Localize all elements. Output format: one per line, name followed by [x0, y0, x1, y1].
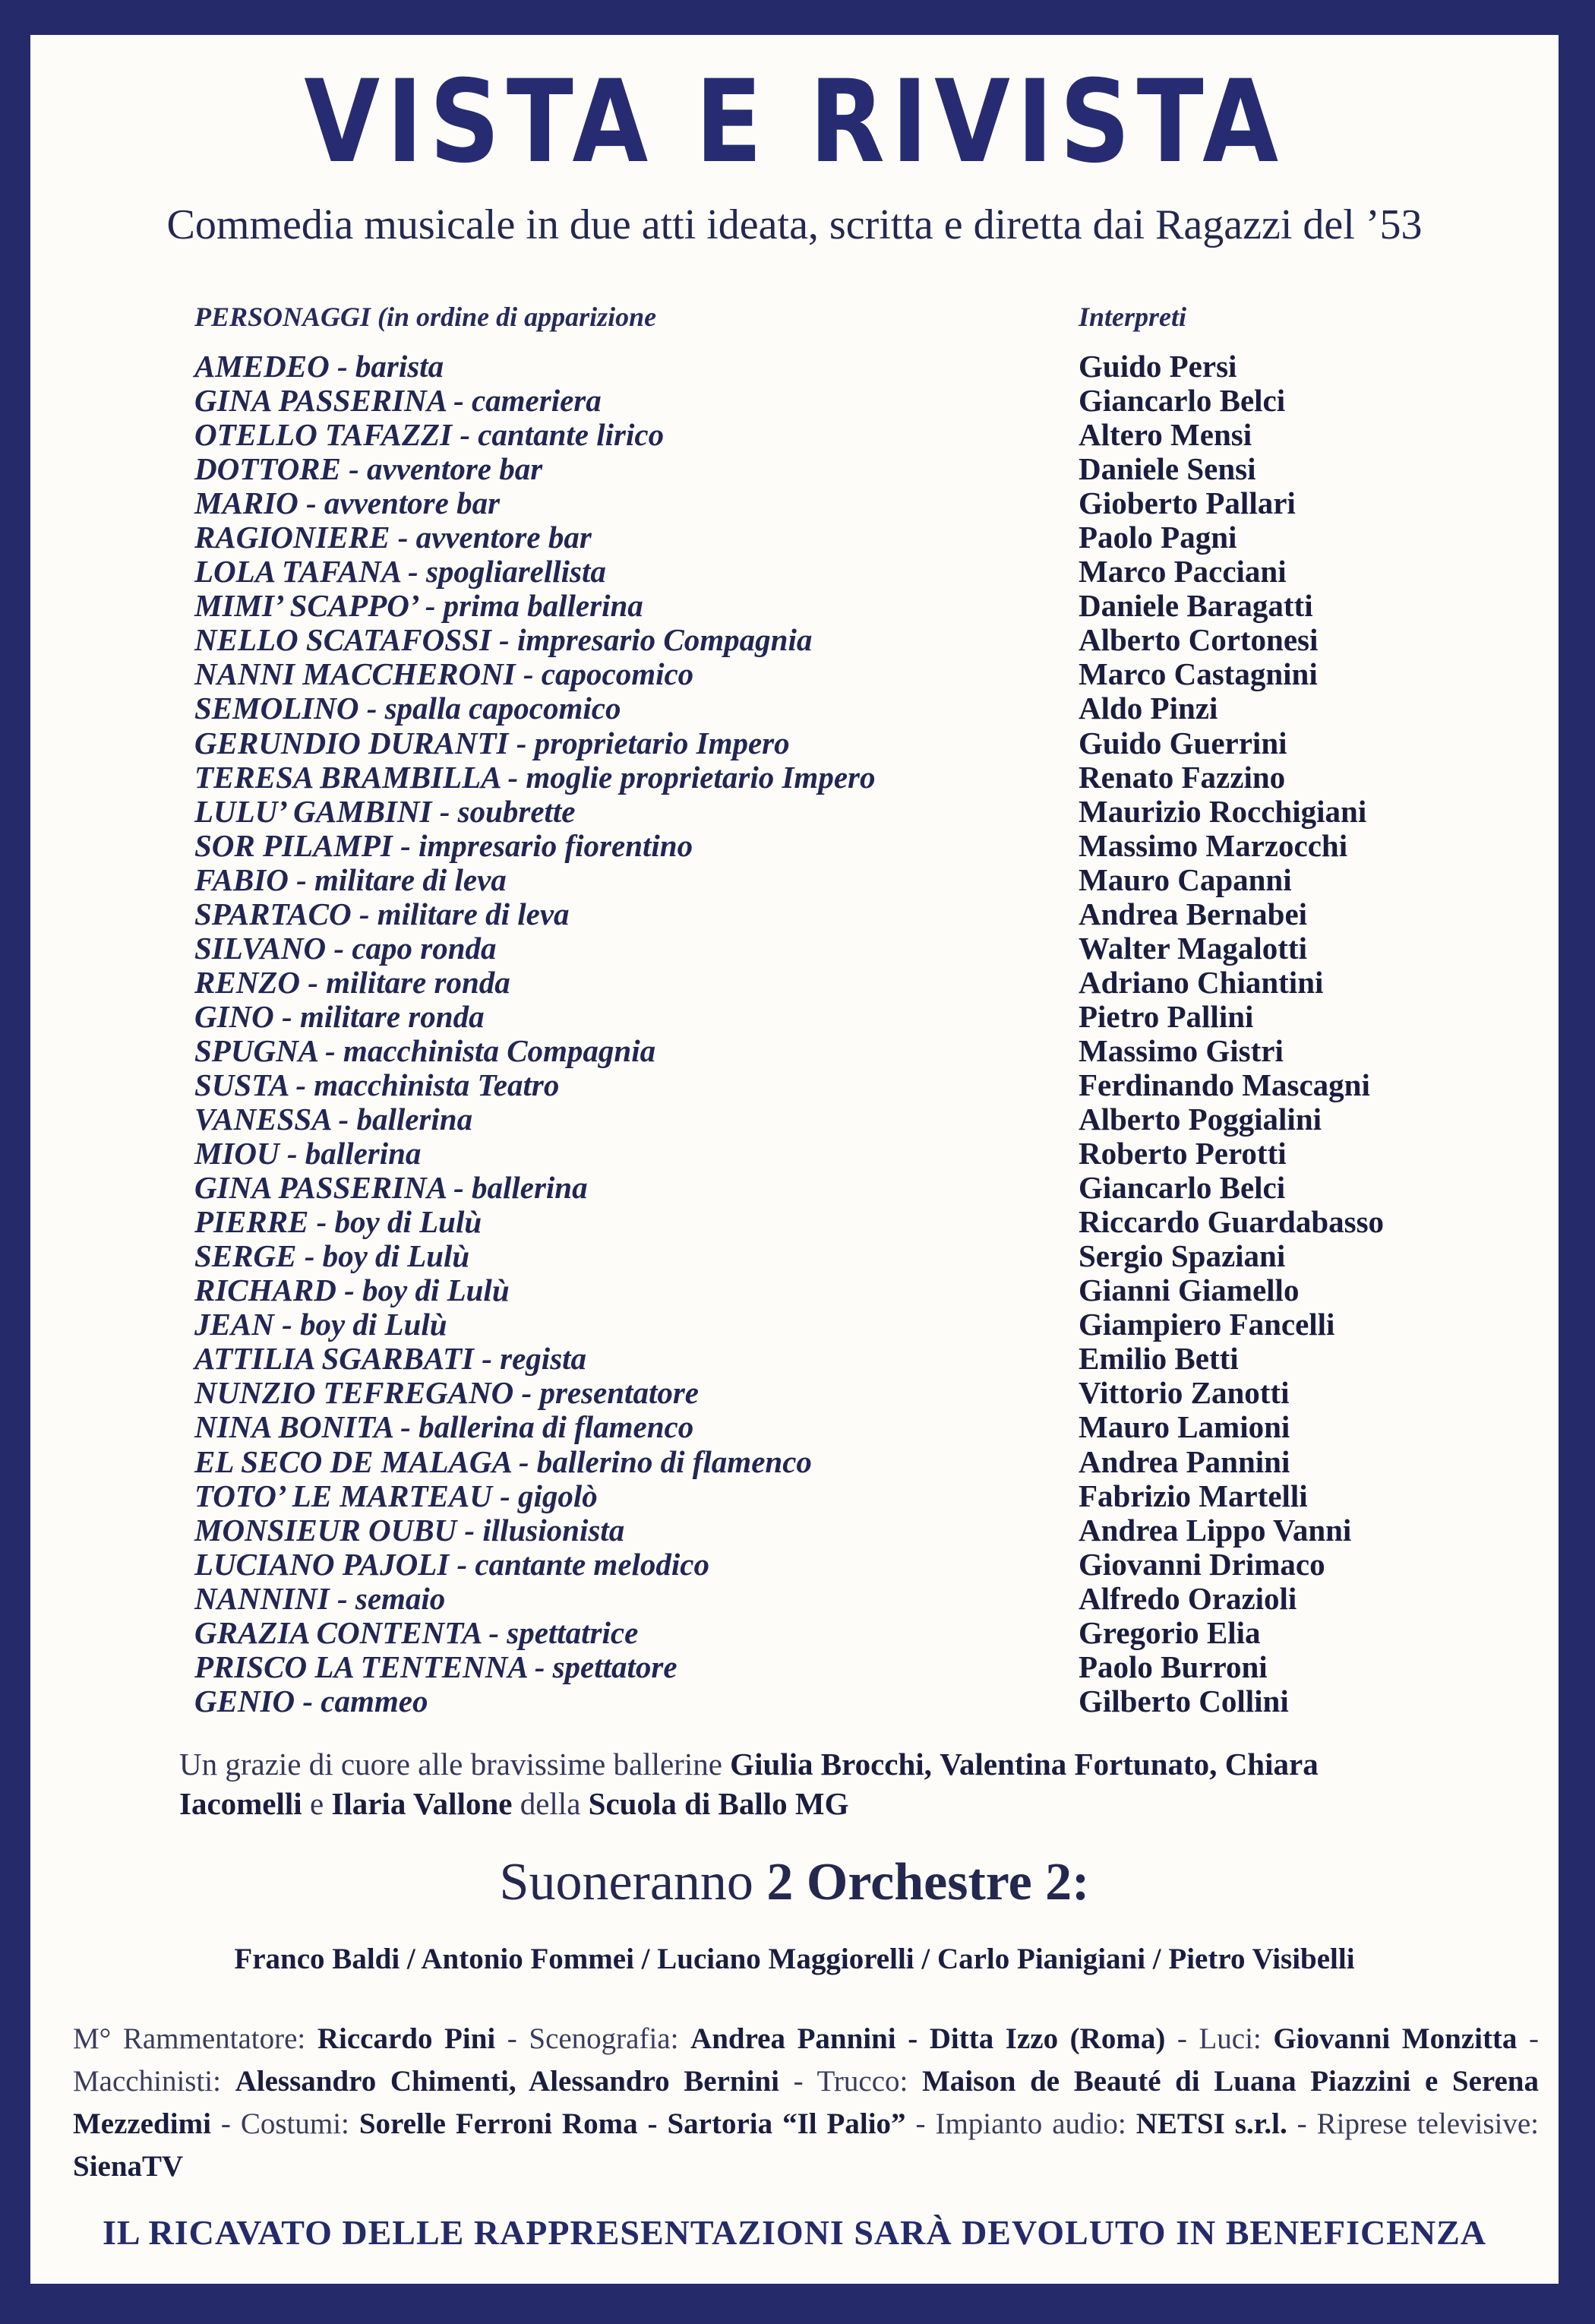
- cast-row: [30, 1410, 1559, 1444]
- character-role: DOTTORE - avventore bar: [194, 451, 543, 487]
- character-description: cammeo: [321, 1683, 428, 1718]
- character-role: MONSIEUR OUBU - illusionista: [194, 1512, 625, 1548]
- cast-row: [30, 1582, 1559, 1616]
- performer-name: Maurizio Rocchigiani: [1079, 793, 1367, 829]
- character-name: NINA BONITA: [194, 1409, 393, 1445]
- dancer-name: Ilaria Vallone: [331, 1786, 513, 1821]
- character-description: gigolò: [517, 1478, 598, 1513]
- orchestra-members: Franco Baldi / Antonio Fommei / Luciano Maggiorelli / Carlo Pianigiani / Pietro Visibelli: [234, 1943, 1355, 1975]
- credit-label: Luci:: [1199, 2022, 1262, 2055]
- character-name: AMEDEO: [194, 349, 330, 384]
- character-name: GRAZIA CONTENTA: [194, 1614, 482, 1650]
- cast-row: [30, 760, 1559, 795]
- orchestra-title-bold: 2 Orchestre 2:: [766, 1853, 1090, 1911]
- cast-row: [30, 1307, 1559, 1342]
- character-role: GENIO - cammeo: [194, 1683, 428, 1718]
- performer-name: Adriano Chiantini: [1079, 964, 1324, 1000]
- character-description: presentatore: [539, 1375, 699, 1411]
- performer-name: Andrea Pannini: [1079, 1443, 1290, 1479]
- performer-name: Alberto Cortonesi: [1079, 622, 1319, 658]
- cast-row: [30, 1137, 1559, 1171]
- performer-name: Gioberto Pallari: [1079, 485, 1296, 521]
- character-role: RAGIONIERE - avventore bar: [194, 520, 592, 555]
- character-description: avventore bar: [324, 485, 501, 521]
- character-role: SERGE - boy di Lulù: [194, 1238, 470, 1274]
- cast-row: [30, 1205, 1559, 1239]
- character-name: GENIO: [194, 1683, 295, 1718]
- cast-row: [30, 829, 1559, 863]
- performer-name: Gregorio Elia: [1079, 1614, 1261, 1650]
- dancer-name: Valentina Fortunato,: [940, 1747, 1218, 1782]
- character-role: PIERRE - boy di Lulù: [194, 1204, 482, 1240]
- performer-name: Giancarlo Belci: [1079, 1170, 1286, 1206]
- character-role: LOLA TAFANA - spogliarellista: [194, 554, 606, 590]
- orchestra-title-prefix: Suoneranno: [499, 1853, 753, 1911]
- character-role: NANNINI - semaio: [194, 1580, 446, 1616]
- performer-name: Sergio Spaziani: [1079, 1238, 1286, 1274]
- character-name: NANNI MACCHERONI: [194, 656, 516, 692]
- character-name: TOTO’ LE MARTEAU: [194, 1478, 492, 1513]
- performer-name: Daniele Baragatti: [1079, 588, 1313, 624]
- character-name: SEMOLINO: [194, 691, 359, 726]
- character-name: OTELLO TAFAZZI: [194, 417, 453, 453]
- characters-heading: PERSONAGGI (in ordine di apparizione: [194, 302, 657, 332]
- character-description: avventore bar: [415, 520, 592, 555]
- character-name: GERUNDIO DURANTI: [194, 725, 509, 760]
- character-description: capo ronda: [352, 930, 497, 966]
- performer-name: Giampiero Fancelli: [1079, 1307, 1335, 1342]
- character-name: SOR PILAMPI: [194, 827, 393, 863]
- character-description: semaio: [355, 1580, 446, 1616]
- cast-row: [30, 1000, 1559, 1034]
- performer-name: Alfredo Orazioli: [1079, 1580, 1297, 1616]
- credit-label: Scenografia:: [529, 2022, 679, 2055]
- character-description: spalla capocomico: [384, 691, 621, 726]
- cast-row: [30, 349, 1559, 384]
- cast-row: [30, 863, 1559, 897]
- performer-name: Paolo Pagni: [1079, 520, 1237, 555]
- cast-row: [30, 1034, 1559, 1068]
- character-description: boy di Lulù: [362, 1273, 510, 1308]
- character-description: soubrette: [457, 793, 576, 829]
- character-name: SUSTA: [194, 1067, 289, 1102]
- character-name: VANESSA: [194, 1102, 331, 1137]
- character-description: impresario Compagnia: [516, 622, 813, 658]
- character-name: LUCIANO PAJOLI: [194, 1546, 450, 1582]
- character-role: SPUGNA - macchinista Compagnia: [194, 1032, 656, 1068]
- character-name: NELLO SCATAFOSSI: [194, 622, 491, 658]
- character-name: FABIO: [194, 862, 289, 897]
- cast-row: [30, 418, 1559, 452]
- character-role: NELLO SCATAFOSSI - impresario Compagnia: [194, 622, 813, 658]
- character-description: ballerino di flamenco: [536, 1443, 812, 1479]
- cast-row: [30, 726, 1559, 760]
- character-role: JEAN - boy di Lulù: [194, 1307, 447, 1342]
- performer-name: Paolo Burroni: [1079, 1649, 1268, 1684]
- thanks-conjunction: e: [309, 1786, 324, 1821]
- cast-row: [30, 1479, 1559, 1513]
- cast-row: [30, 486, 1559, 520]
- performer-name: Renato Fazzino: [1079, 759, 1286, 795]
- performer-name: Gianni Giamello: [1079, 1273, 1300, 1308]
- performer-name: Mauro Lamioni: [1079, 1409, 1290, 1445]
- performer-name: Massimo Marzocchi: [1079, 827, 1348, 863]
- credit-value: NETSI s.r.l.: [1135, 2107, 1287, 2140]
- character-name: RENZO: [194, 964, 300, 1000]
- cast-row: [30, 1513, 1559, 1548]
- character-description: macchinista Teatro: [314, 1067, 560, 1102]
- character-role: OTELLO TAFAZZI - cantante lirico: [194, 417, 665, 453]
- character-role: EL SECO DE MALAGA - ballerino di flamenco: [194, 1443, 812, 1479]
- character-role: SEMOLINO - spalla capocomico: [194, 691, 621, 726]
- character-description: illusionista: [482, 1512, 625, 1548]
- credit-label: Impianto audio:: [935, 2107, 1126, 2140]
- character-description: impresario fiorentino: [418, 827, 693, 863]
- performer-name: Andrea Bernabei: [1079, 896, 1308, 931]
- character-role: LULU’ GAMBINI - soubrette: [194, 793, 576, 829]
- character-description: militare di leva: [377, 896, 570, 931]
- character-name: PRISCO LA TENTENNA: [194, 1649, 527, 1684]
- cast-row: [30, 1376, 1559, 1410]
- character-description: boy di Lulù: [334, 1204, 482, 1240]
- character-name: TERESA BRAMBILLA: [194, 759, 501, 795]
- character-description: ballerina: [356, 1102, 473, 1137]
- character-description: spettatore: [552, 1649, 677, 1684]
- character-name: SERGE: [194, 1238, 297, 1274]
- cast-row: [30, 1068, 1559, 1102]
- cast-row: [30, 1342, 1559, 1376]
- character-role: SPARTACO - militare di leva: [194, 896, 570, 931]
- character-description: ballerina: [305, 1136, 422, 1171]
- performer-name: Daniele Sensi: [1079, 451, 1256, 487]
- character-role: RICHARD - boy di Lulù: [194, 1273, 510, 1308]
- character-description: moglie proprietario Impero: [526, 759, 876, 795]
- credit-value: Giovanni Monzitta: [1273, 2022, 1518, 2055]
- character-name: ATTILIA SGARBATI: [194, 1341, 474, 1377]
- character-name: NANNINI: [194, 1580, 330, 1616]
- character-role: MIOU - ballerina: [194, 1136, 422, 1171]
- show-subtitle: Commedia musicale in due atti ideata, scritta e diretta dai Ragazzi del ’53: [166, 201, 1423, 248]
- character-role: TOTO’ LE MARTEAU - gigolò: [194, 1478, 598, 1513]
- character-name: MIMI’ SCAPPO’: [194, 588, 418, 624]
- character-name: MONSIEUR OUBU: [194, 1512, 457, 1548]
- production-credits: M° Rammentatore: Riccardo Pini - Scenografia: Andrea Pannini - Ditta Izzo (Roma) - Luci: Giovanni Monzitta - Macchinisti: Alessandro Chimenti, Alessandro Bernini - Trucco: Maison de Beauté di Luana Piazzini e Serena Mezzedimi - Costumi: Sorelle Ferroni Roma - Sartoria “Il Palio” - Impianto audio: NETSI s.r.l. - Riprese televisive: SienaTV: [73, 2022, 1540, 2183]
- orchestra-title: [30, 1852, 1559, 1913]
- performer-name: Emilio Betti: [1079, 1341, 1239, 1377]
- character-role: VANESSA - ballerina: [194, 1102, 473, 1137]
- cast-row: [30, 1684, 1559, 1718]
- dancer-name: Giulia Brocchi,: [730, 1747, 932, 1782]
- credit-label: M° Rammentatore:: [73, 2022, 306, 2055]
- credit-value: SienaTV: [73, 2150, 184, 2183]
- character-role: GINA PASSERINA - ballerina: [194, 1170, 588, 1206]
- performer-name: Giovanni Drimaco: [1079, 1546, 1325, 1582]
- cast-row: [30, 384, 1559, 418]
- character-role: NUNZIO TEFREGANO - presentatore: [194, 1375, 699, 1411]
- credit-value: Andrea Pannini - Ditta Izzo (Roma): [690, 2022, 1166, 2055]
- character-role: PRISCO LA TENTENNA - spettatore: [194, 1649, 677, 1684]
- cast-row: [30, 555, 1559, 589]
- character-description: proprietario Impero: [534, 725, 790, 760]
- credit-value: Sorelle Ferroni Roma - Sartoria “Il Palio”: [358, 2107, 906, 2140]
- dance-school: Scuola di Ballo MG: [588, 1786, 849, 1821]
- character-name: EL SECO DE MALAGA: [194, 1443, 511, 1479]
- performer-name: Pietro Pallini: [1079, 998, 1254, 1034]
- performer-name: Riccardo Guardabasso: [1079, 1204, 1385, 1240]
- character-description: ballerina di flamenco: [418, 1409, 694, 1445]
- cast-row: [30, 1273, 1559, 1307]
- performer-name: Guido Persi: [1079, 349, 1237, 384]
- cast-row: [30, 897, 1559, 931]
- character-role: MARIO - avventore bar: [194, 485, 501, 521]
- cast-row: [30, 931, 1559, 966]
- character-role: TERESA BRAMBILLA - moglie proprietario Impero: [194, 759, 876, 795]
- character-name: PIERRE: [194, 1204, 309, 1240]
- cast-row: [30, 795, 1559, 829]
- character-role: GINO - militare ronda: [194, 998, 485, 1034]
- performer-name: Vittorio Zanotti: [1079, 1375, 1290, 1411]
- character-role: NANNI MACCHERONI - capocomico: [194, 656, 694, 692]
- performer-name: Roberto Perotti: [1079, 1136, 1287, 1171]
- character-description: cantante lirico: [478, 417, 665, 453]
- character-description: capocomico: [541, 656, 694, 692]
- credit-label: Riprese televisive:: [1316, 2107, 1540, 2140]
- cast-row: [30, 1548, 1559, 1582]
- cast-row: [30, 520, 1559, 555]
- character-role: FABIO - militare di leva: [194, 862, 507, 897]
- character-description: avventore bar: [367, 451, 543, 487]
- character-description: spogliarellista: [425, 554, 606, 590]
- cast-row: [30, 1239, 1559, 1273]
- performer-name: Aldo Pinzi: [1079, 691, 1218, 726]
- cast-row: [30, 966, 1559, 1000]
- character-role: SOR PILAMPI - impresario fiorentino: [194, 827, 693, 863]
- cast-row: [30, 589, 1559, 623]
- character-role: ATTILIA SGARBATI - regista: [194, 1341, 587, 1377]
- character-role: MIMI’ SCAPPO’ - prima ballerina: [194, 588, 643, 624]
- character-role: AMEDEO - barista: [194, 349, 444, 384]
- character-name: LULU’ GAMBINI: [194, 793, 432, 829]
- character-name: MARIO: [194, 485, 298, 521]
- character-role: RENZO - militare ronda: [194, 964, 510, 1000]
- character-role: GRAZIA CONTENTA - spettatrice: [194, 1614, 639, 1650]
- performer-name: Alberto Poggialini: [1079, 1102, 1322, 1137]
- character-name: JEAN: [194, 1307, 274, 1342]
- character-name: GINA PASSERINA: [194, 383, 446, 419]
- character-name: SPARTACO: [194, 896, 352, 931]
- character-role: GINA PASSERINA - cameriera: [194, 383, 602, 419]
- character-description: cameriera: [471, 383, 602, 419]
- performer-name: Fabrizio Martelli: [1079, 1478, 1308, 1513]
- performer-name: Marco Pacciani: [1079, 554, 1287, 590]
- charity-notice: IL RICAVATO DELLE RAPPRESENTAZIONI SARÀ DEVOLUTO IN BENEFICENZA: [102, 2213, 1486, 2252]
- performers-heading: Interpreti: [1079, 302, 1187, 332]
- character-description: militare di leva: [314, 862, 507, 897]
- credit-label: Trucco:: [816, 2065, 908, 2098]
- performer-name: Andrea Lippo Vanni: [1079, 1512, 1352, 1548]
- character-role: LUCIANO PAJOLI - cantante melodico: [194, 1546, 709, 1582]
- dancer-name: Chiara Iacomelli: [179, 1747, 1319, 1821]
- character-description: boy di Lulù: [322, 1238, 470, 1274]
- performer-name: Massimo Gistri: [1079, 1032, 1284, 1068]
- cast-row: [30, 1445, 1559, 1479]
- character-role: SUSTA - macchinista Teatro: [194, 1067, 560, 1102]
- character-name: DOTTORE: [194, 451, 341, 487]
- performer-name: Giancarlo Belci: [1079, 383, 1286, 419]
- character-name: RICHARD: [194, 1273, 336, 1308]
- character-description: militare ronda: [299, 998, 485, 1034]
- performer-name: Ferdinando Mascagni: [1079, 1067, 1370, 1102]
- character-role: NINA BONITA - ballerina di flamenco: [194, 1409, 694, 1445]
- cast-row: [30, 1171, 1559, 1205]
- character-name: SILVANO: [194, 930, 327, 966]
- cast-row: [30, 452, 1559, 486]
- cast-row: [30, 691, 1559, 726]
- cast-row: [30, 623, 1559, 657]
- character-description: macchinista Compagnia: [343, 1032, 656, 1068]
- character-role: GERUNDIO DURANTI - proprietario Impero: [194, 725, 790, 760]
- performer-name: Walter Magalotti: [1079, 930, 1307, 966]
- character-description: boy di Lulù: [299, 1307, 447, 1342]
- performer-name: Mauro Capanni: [1079, 862, 1292, 897]
- cast-row: [30, 1650, 1559, 1684]
- cast-list: [30, 349, 1559, 1718]
- playbill-page: [30, 35, 1559, 2284]
- character-description: militare ronda: [326, 964, 510, 1000]
- cast-row: [30, 1102, 1559, 1137]
- cast-row: [30, 657, 1559, 691]
- character-name: GINA PASSERINA: [194, 1170, 446, 1206]
- character-role: SILVANO - capo ronda: [194, 930, 497, 966]
- character-description: regista: [500, 1341, 587, 1377]
- credit-value: Riccardo Pini: [317, 2022, 496, 2055]
- character-description: ballerina: [471, 1170, 588, 1206]
- performer-name: Gilberto Collini: [1079, 1683, 1289, 1718]
- show-title: VISTA E RIVISTA: [304, 56, 1285, 188]
- thanks-paragraph: [179, 1744, 1432, 1823]
- performer-name: Marco Castagnini: [1079, 656, 1318, 692]
- character-name: MIOU: [194, 1136, 280, 1171]
- character-name: GINO: [194, 998, 274, 1034]
- cast-row: [30, 1616, 1559, 1650]
- thanks-school-prefix: della: [520, 1786, 581, 1821]
- character-name: SPUGNA: [194, 1032, 317, 1068]
- performer-name: Altero Mensi: [1079, 417, 1252, 453]
- character-name: RAGIONIERE: [194, 520, 390, 555]
- character-name: NUNZIO TEFREGANO: [194, 1375, 514, 1411]
- thanks-intro: Un grazie di cuore alle bravissime ballerine: [179, 1747, 722, 1782]
- character-name: LOLA TAFANA: [194, 554, 400, 590]
- character-description: barista: [355, 349, 444, 384]
- performer-name: Guido Guerrini: [1079, 725, 1287, 760]
- credit-label: Macchinisti:: [73, 2065, 221, 2098]
- character-description: cantante melodico: [475, 1546, 709, 1582]
- credit-value: Maison de Beauté di Luana Piazzini e Serena Mezzedimi: [73, 2065, 1539, 2140]
- character-description: spettatrice: [507, 1614, 639, 1650]
- credit-label: Costumi:: [240, 2107, 349, 2140]
- character-description: prima ballerina: [443, 588, 643, 624]
- credit-value: Alessandro Chimenti, Alessandro Bernini: [235, 2065, 779, 2098]
